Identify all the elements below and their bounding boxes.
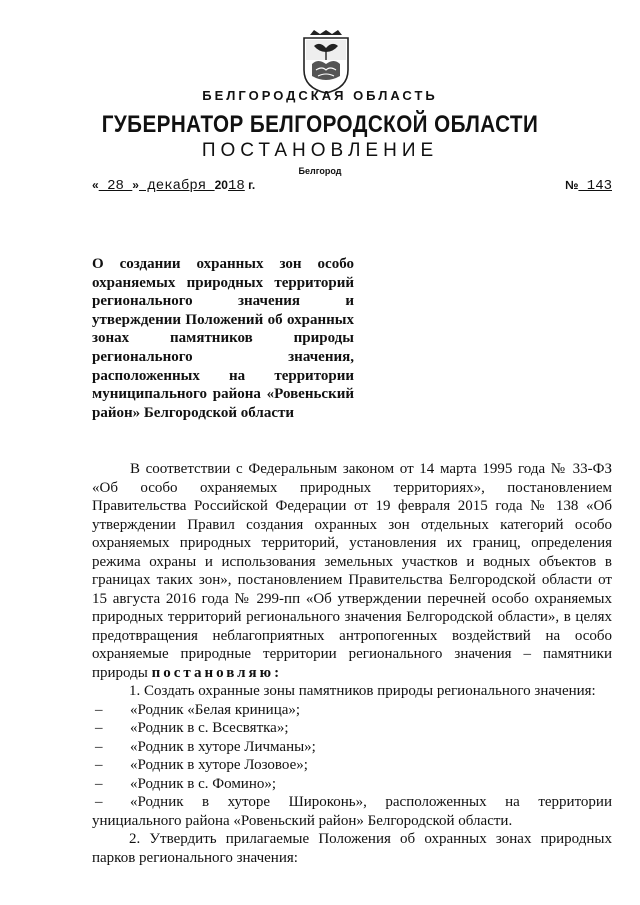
list-item: – «Родник в с. Всесвятка»; (95, 720, 289, 736)
item-2: 2. Утвердить прилагаемые Положения об охранных зонах природных (129, 831, 612, 847)
list-item: – «Родник в с. Фомино»; (95, 775, 277, 792)
coat-of-arms-icon (300, 30, 352, 94)
date-number-row (92, 178, 612, 200)
list-item: – «Родник «Белая криница»; (95, 701, 301, 718)
list-item: – «Родник в хуторе Широконь», расположенных на территории (95, 794, 612, 810)
date-year: 18 (227, 178, 245, 194)
date-day: 28 (98, 178, 133, 194)
intro-paragraph: В соответствии с Федеральным законом от 14 марта 1995 года № 33-ФЗ «Об особо охраняемых природных территориях», постановлением Правительства Российской Федерации от 19 февраля 2015 года № 138 «Об утверждении Правил создания охранных зон отдельных категорий особо охраняемых природных территорий, установления их границ, определения режима охраны и использования земельных участков и водных объектов в границах таких зон», постановлением Правительства Белгородской области от 15 августа 2016 года № 299-пп «Об утверждении перечней особо охраняемых природных территорий регионального значения Белгородской области», в целях предотвращения неблагоприятных антропогенных воздействий на особо охраняемые природные территории регионального значения – памятники природы постановляю: (92, 461, 612, 681)
document-date: « 28 » декабря 2018 г. (92, 178, 256, 194)
region-heading: БЕЛГОРОДСКАЯ ОБЛАСТЬ (202, 88, 438, 103)
page-title: ГУБЕРНАТОР БЕЛГОРОДСКОЙ ОБЛАСТИ (101, 111, 539, 138)
document-number: № 143 (565, 178, 612, 194)
list-item: – «Родник в хуторе Личманы»; (95, 738, 316, 755)
document-number-value: 143 (578, 178, 612, 194)
list-item-continuation: унициального района «Ровеньский район» Белгородской области. (92, 812, 513, 829)
document-subject: О создании охранных зон особо охраняемых природных территорий регионального значения и утверждении Положений об охранных зонах памятников природы регионального значения, расположенных на территории муниципального района «Ровеньский район» Белгородской области (92, 256, 354, 421)
document-type: ПОСТАНОВЛЕНИЕ (201, 140, 439, 161)
date-month: декабря (138, 178, 215, 194)
decree-word: постановляю (151, 664, 275, 681)
city-label: Белгород (298, 166, 342, 176)
document-body (92, 460, 612, 867)
item-1: 1. Создать охранные зоны памятников природы регионального значения: (129, 683, 596, 699)
item-2-continuation: парков регионального значения: (92, 849, 298, 866)
list-item: – «Родник в хуторе Лозовое»; (95, 757, 308, 773)
